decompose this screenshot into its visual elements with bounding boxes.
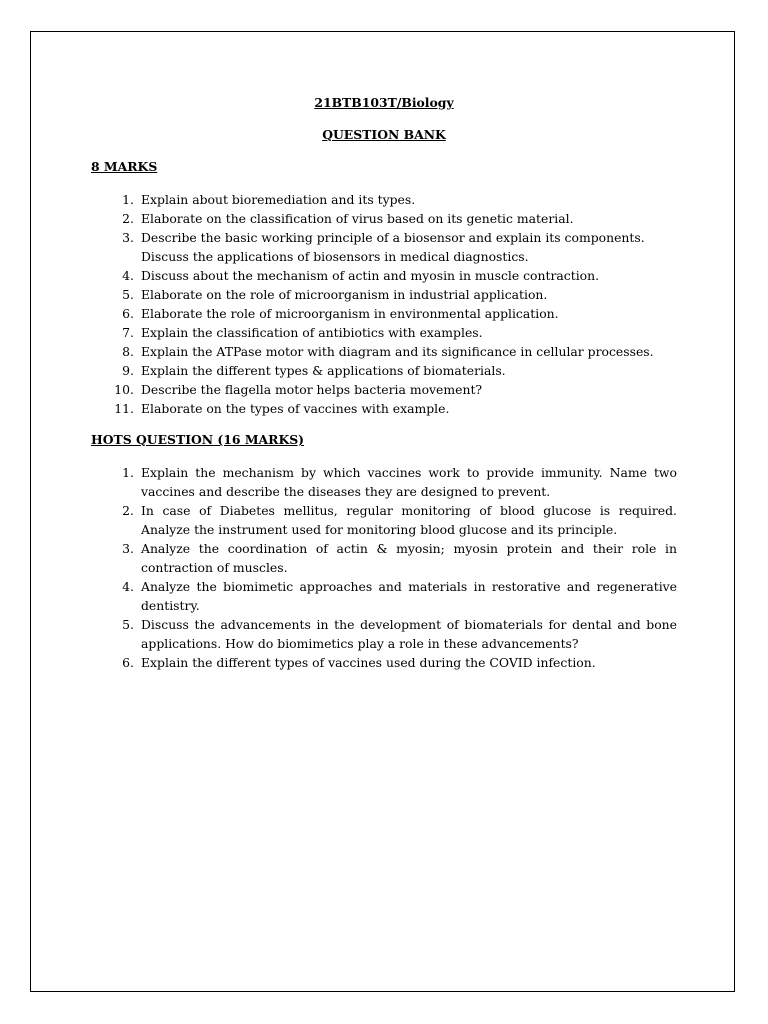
question-number: 1. (122, 465, 134, 480)
question-number: 8. (122, 344, 134, 359)
question-list-hots (91, 463, 677, 672)
question-number: 11. (114, 401, 134, 416)
question-number: 4. (122, 268, 134, 283)
question-number: 4. (122, 579, 134, 594)
question-text: Explain the different types of vaccines used during the COVID infection. (141, 655, 596, 670)
question-number: 3. (122, 541, 134, 556)
list-item (91, 577, 677, 615)
question-text: Describe the flagella motor helps bacteria movement? (141, 382, 483, 397)
list-item (91, 342, 677, 361)
question-text: Analyze the biomimetic approaches and materials in restorative and regenerative dentistry. (141, 579, 677, 613)
question-text: Elaborate on the classification of virus based on its genetic material. (141, 211, 574, 226)
course-title: 21BTB103T/Biology (314, 95, 454, 110)
section-heading-8-marks: 8 MARKS (91, 159, 158, 174)
list-item (91, 361, 677, 380)
list-item (91, 209, 677, 228)
document-body (91, 93, 677, 672)
list-item (91, 380, 677, 399)
question-number: 5. (122, 287, 134, 302)
list-item (91, 653, 677, 672)
question-text: In case of Diabetes mellitus, regular monitoring of blood glucose is required. Analyze the instrument used for monitoring blood glucose and its principle. (141, 503, 677, 537)
question-text: Elaborate on the role of microorganism in industrial application. (141, 287, 548, 302)
question-text: Elaborate the role of microorganism in environmental application. (141, 306, 559, 321)
question-number: 1. (122, 192, 134, 207)
list-item (91, 399, 677, 418)
question-number: 6. (122, 306, 134, 321)
question-number: 3. (122, 230, 134, 245)
question-number: 2. (122, 211, 134, 226)
question-list-8-marks (91, 190, 677, 418)
list-item (91, 304, 677, 323)
list-item (91, 501, 677, 539)
list-item (91, 463, 677, 501)
question-text: Explain about bioremediation and its types. (141, 192, 416, 207)
list-item (91, 539, 677, 577)
list-item (91, 266, 677, 285)
question-number: 2. (122, 503, 134, 518)
question-text: Discuss about the mechanism of actin and myosin in muscle contraction. (141, 268, 600, 283)
list-item (91, 190, 677, 209)
question-text: Explain the ATPase motor with diagram and its significance in cellular processes. (141, 344, 654, 359)
list-item (91, 323, 677, 342)
question-text: Explain the mechanism by which vaccines work to provide immunity. Name two vaccines and describe the diseases they are designed to prevent. (141, 465, 677, 499)
question-text: Explain the classification of antibiotics with examples. (141, 325, 483, 340)
question-text: Explain the different types & applications of biomaterials. (141, 363, 506, 378)
question-number: 7. (122, 325, 134, 340)
question-number: 9. (122, 363, 134, 378)
question-number: 6. (122, 655, 134, 670)
question-text: Discuss the advancements in the development of biomaterials for dental and bone applications. How do biomimetics play a role in these advancements? (141, 617, 677, 651)
document-subtitle: QUESTION BANK (322, 127, 446, 142)
question-number: 5. (122, 617, 134, 632)
list-item (91, 228, 677, 266)
question-number: 10. (114, 382, 134, 397)
list-item (91, 285, 677, 304)
section-heading-hots: HOTS QUESTION (16 MARKS) (91, 432, 305, 447)
list-item (91, 615, 677, 653)
question-text: Analyze the coordination of actin & myosin; myosin protein and their role in contraction of muscles. (141, 541, 677, 575)
question-text: Elaborate on the types of vaccines with example. (141, 401, 450, 416)
question-text: Describe the basic working principle of a biosensor and explain its components. Discuss the applications of biosensors in medical diagnostics. (141, 230, 645, 264)
